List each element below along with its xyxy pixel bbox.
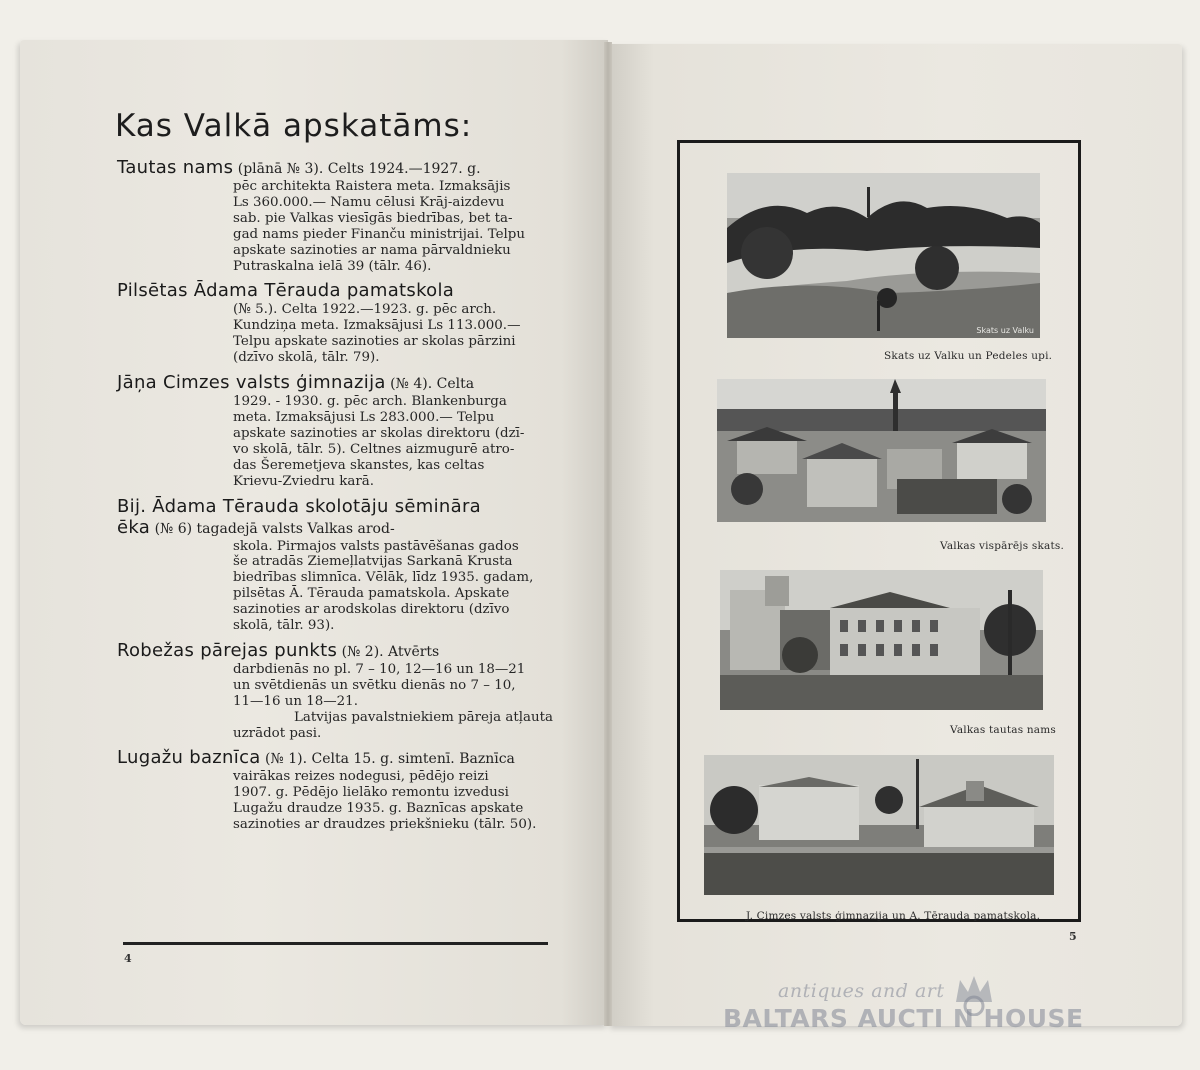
booklet-spine bbox=[604, 42, 612, 1026]
attractions-list bbox=[117, 158, 553, 840]
entry-text: Krievu-Zviedru karā. bbox=[233, 473, 374, 489]
photo-gimnazija bbox=[704, 755, 1054, 895]
entry-robezas-punkts bbox=[117, 641, 553, 742]
photo-caption: Skats uz Valku un Pedeles upi. bbox=[884, 350, 1053, 362]
entry-text: 1929. - 1930. g. pēc arch. Blankenburga bbox=[233, 394, 507, 410]
page-heading: Kas Valkā apskatāms: bbox=[115, 108, 473, 144]
page-number-right: 5 bbox=[1069, 930, 1077, 943]
entry-text: še atradās Ziemeļlatvijas Sarkanā Krusta bbox=[233, 554, 513, 570]
watermark-tagline: antiques and art bbox=[778, 980, 945, 1002]
photo-valka-river bbox=[727, 173, 1040, 338]
entry-text: un svētdienās un svētku dienās no 7 – 10, bbox=[233, 677, 516, 693]
entry-title: Bij. Ādama Tērauda skolotāju sēmināra bbox=[117, 495, 481, 517]
entry-text: gad nams pieder Finanču ministrijai. Telpu bbox=[233, 226, 525, 242]
entry-text: skola. Pirmajos valsts pastāvēšanas gados bbox=[233, 538, 519, 554]
photo-gimnazija-image bbox=[704, 755, 1054, 895]
entry-title: Lugažu baznīca bbox=[117, 747, 261, 769]
entry-text: skolā, tālr. 93). bbox=[233, 618, 335, 634]
entry-text: sab. pie Valkas viesīgās biedrības, bet ta- bbox=[233, 210, 513, 226]
entry-text: (№ 6) tagadejā valsts Valkas arod- bbox=[150, 520, 395, 537]
entry-tautas-nams bbox=[117, 158, 553, 274]
entry-gimnazija bbox=[117, 373, 553, 489]
entry-text: uzrādot pasi. bbox=[233, 725, 322, 741]
entry-text: Putraskalna ielā 39 (tālr. 46). bbox=[233, 258, 432, 274]
entry-text: (№ 5.). Celta 1922.—1923. g. pēc arch. bbox=[233, 302, 497, 318]
entry-text: sazinoties ar arodskolas direktoru (dzīvo bbox=[233, 602, 510, 618]
entry-text: apskate sazinoties ar nama pārvaldnieku bbox=[233, 242, 511, 258]
entry-text: Kundziņa meta. Izmaksājusi Ls 113.000.— bbox=[233, 318, 521, 334]
entry-text: Telpu apskate sazinoties ar skolas pārzini bbox=[233, 334, 516, 350]
entry-text: biedrības slimnīca. Vēlāk, līdz 1935. gadam, bbox=[233, 570, 534, 586]
photo-valka-overview-image bbox=[717, 379, 1046, 522]
entry-text: sazinoties ar draudzes priekšnieku (tālr. 50). bbox=[233, 817, 537, 833]
entry-text: Latvijas pavalstniekiem pāreja atļauta bbox=[293, 709, 553, 725]
photo-valka-river-image bbox=[727, 173, 1040, 338]
entry-title: Jāņa Cimzes valsts ģimnazija bbox=[117, 372, 386, 394]
watermark-brand: BALTARS AUCTI N HOUSE bbox=[723, 1004, 1084, 1033]
photo-caption: Valkas tautas nams bbox=[950, 724, 1057, 736]
photo-valka-overview bbox=[717, 379, 1046, 522]
entry-text: pēc architekta Raistera meta. Izmaksājis bbox=[233, 179, 511, 194]
entry-text: (plānā № 3). Celts 1924.—1927. g. bbox=[233, 161, 481, 177]
entry-text: (№ 4). Celta bbox=[385, 376, 475, 393]
entry-text: (№ 2). Atvērts bbox=[337, 643, 440, 660]
entry-text: 11—16 un 18—21. bbox=[233, 693, 358, 709]
photo-tautas-nams-image bbox=[720, 570, 1043, 710]
photo-inner-label: Skats uz Valku bbox=[976, 326, 1034, 335]
entry-text: Lugažu draudze 1935. g. Baznīcas apskate bbox=[233, 801, 524, 817]
entry-text: Ls 360.000.— Namu cēlusi Krāj-aizdevu bbox=[233, 194, 505, 210]
entry-text: vo skolā, tālr. 5). Celtnes aizmugurē atro- bbox=[233, 441, 515, 457]
entry-text: vairākas reizes nodegusi, pēdējo reizi bbox=[233, 769, 489, 785]
entry-seminars bbox=[117, 497, 553, 634]
photo-tautas-nams bbox=[720, 570, 1043, 710]
entry-title: Pilsētas Ādama Tērauda pamatskola bbox=[117, 280, 455, 302]
entry-title: Robežas pārejas punkts bbox=[117, 639, 338, 661]
entry-text: (№ 1). Celta 15. g. simtenī. Baznīca bbox=[260, 751, 515, 768]
entry-text: das Šeremetjeva skanstes, kas celtas bbox=[233, 457, 485, 473]
page-number-left: 4 bbox=[124, 952, 132, 965]
entry-title-continued: ēka bbox=[117, 516, 151, 538]
photo-caption: Valkas vispārējs skats. bbox=[940, 540, 1065, 552]
entry-text: pilsētas Ā. Tērauda pamatskola. Apskate bbox=[233, 586, 510, 602]
entry-text: meta. Izmaksājusi Ls 283.000.— Telpu bbox=[233, 409, 495, 425]
footer-rule bbox=[123, 942, 548, 945]
entry-title: Tautas nams bbox=[117, 157, 234, 178]
entry-pamatskola bbox=[117, 281, 553, 366]
entry-text: (dzīvo skolā, tālr. 79). bbox=[233, 350, 380, 366]
entry-text: apskate sazinoties ar skolas direktoru (dzī- bbox=[233, 425, 525, 441]
entry-lugazu-baznica bbox=[117, 748, 553, 833]
entry-text: darbdienās no pl. 7 – 10, 12—16 un 18—21 bbox=[233, 661, 526, 677]
photo-caption: J. Cimzes valsts ģimnazija un A. Tērauda pamatskola. bbox=[746, 910, 1041, 922]
entry-text: 1907. g. Pēdējo lielāko remontu izvedusi bbox=[233, 785, 509, 801]
